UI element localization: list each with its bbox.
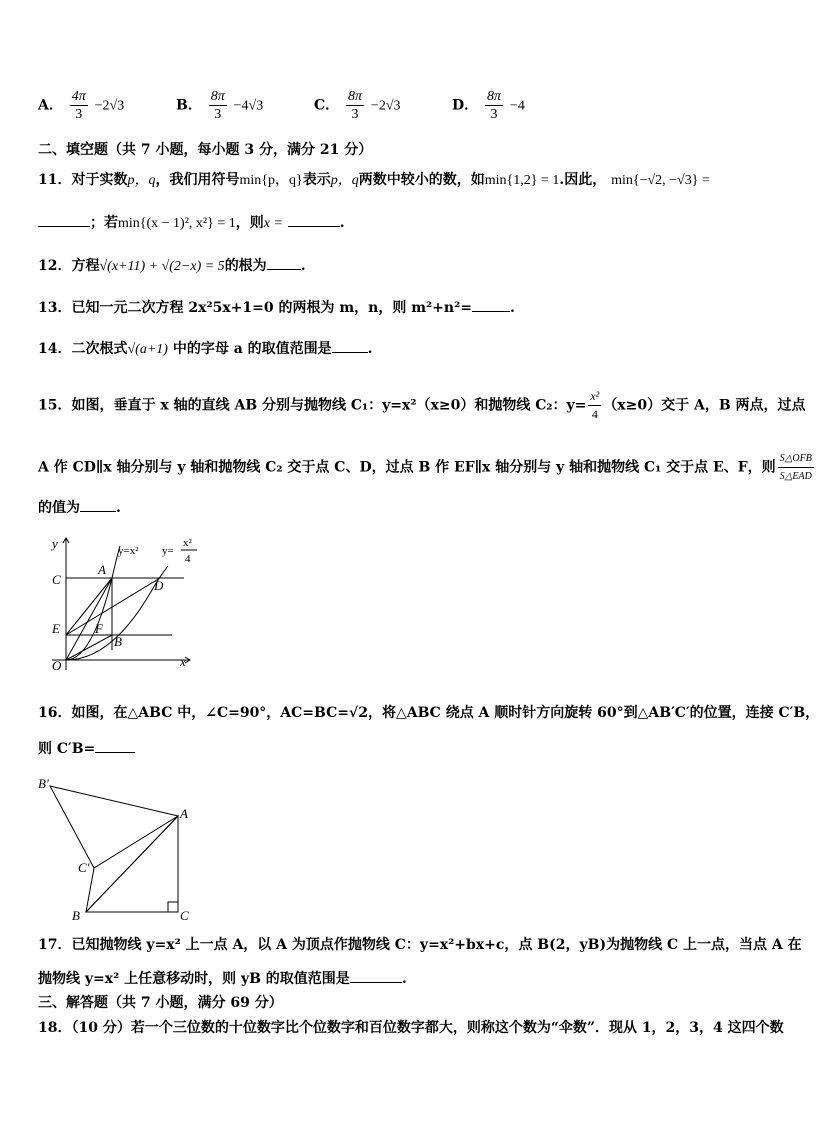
section-heading-fill-in: 二、填空题（共 7 小题，每小题 3 分，满分 21 分） [38, 142, 373, 158]
segment-ea [66, 578, 112, 635]
question-12: 12．方程√(x+11) + √(2−x) = 5的根为 . [38, 255, 306, 277]
label-a: A [180, 806, 188, 821]
label-x: x [180, 654, 186, 669]
label-c: C [180, 908, 189, 923]
question-15-line1: 15．如图，垂直于 x 轴的直线 AB 分别与抛物线 C₁：y=x²（x≥0）和抛物线 C₂：y= $\frac{\text{x²}}{4}$ （x≥0）交于 A，B 两点，过点 [38, 389, 806, 421]
figure-16-rotated-triangle [34, 772, 204, 922]
answer-blank[interactable] [288, 212, 340, 227]
right-angle-marker [168, 902, 178, 912]
label-c: C [52, 572, 61, 587]
question-14: 14．二次根式√(a+1) 中的字母 a 的取值范围是 . [38, 338, 373, 360]
label-b: B [72, 908, 80, 923]
label-c2-prefix: y= [162, 545, 174, 557]
figure-15-parabolas [40, 532, 200, 672]
question-16-line2: 则 C′B= [38, 738, 135, 759]
question-15-line2: A 作 CD∥x 轴分别与 y 轴和抛物线 C₂ 交于点 C、D，过点 B 作 EF∥x 轴分别与 y 轴和抛物线 C₁ 交于点 E、F，则 $\frac{\text{S△OFB}}{\text{S△EAD}}$ [38, 450, 816, 485]
answer-blank[interactable] [472, 297, 510, 312]
question-17-line1: 17．已知抛物线 y=x² 上一点 A，以 A 为顶点作抛物线 C：y=x²+bx+c，点 B(2，yB)为抛物线 C 上一点，当点 A 在 [38, 937, 802, 953]
label-d: D [154, 578, 164, 593]
question-16-line1: 16．如图，在△ABC 中，∠C=90°，AC=BC=√2，将△ABC 绕点 A 顺时针方向旋转 60°到△AB′C′的位置，连接 C′B， [38, 705, 819, 721]
label-c2-den: 4 [185, 553, 191, 565]
option-c: C． $\frac{8\pi}{3}$ −2√3 [314, 89, 401, 122]
answer-blank[interactable] [350, 968, 402, 983]
option-a: A． $\frac{4\pi}{3}$ −2√3 [38, 89, 125, 122]
answer-blank[interactable] [38, 212, 90, 227]
segment-ed [66, 578, 160, 635]
question-17-line2: 抛物线 y=x² 上任意移动时，则 yB 的取值范围是 . [38, 968, 407, 989]
label-c-prime: C′ [78, 860, 90, 875]
label-c1-equation: y=x² [118, 545, 139, 557]
answer-blank[interactable] [267, 255, 301, 270]
question-11-line1: 11．对于实数p，q，我们用符号min{p，q}表示p，q两数中较小的数，如min{1,2} = 1.因此， min{−√2, −√3} = [38, 172, 710, 188]
label-b-prime: B′ [38, 776, 49, 791]
option-b: B． $\frac{8\pi}{3}$ −4√3 [176, 89, 264, 122]
question-15-line3: 的值为 . [38, 497, 121, 518]
question-11-line2: ；若min{(x − 1)², x²} = 1，则x = . [38, 212, 345, 234]
option-d: D． $\frac{8\pi}{3}$ −4 [452, 89, 525, 122]
question-13: 13．已知一元二次方程 2x²5x+1=0 的两根为 m，n，则 m²+n²= . [38, 297, 515, 318]
answer-blank[interactable] [95, 738, 135, 753]
label-y: y [52, 536, 58, 551]
triangle-ab-c [50, 786, 178, 868]
section-heading-answer: 三、解答题（共 7 小题，满分 69 分） [38, 995, 283, 1011]
label-b: B [114, 634, 122, 649]
label-f: F [95, 621, 103, 636]
answer-blank[interactable] [80, 497, 116, 512]
answer-blank[interactable] [332, 338, 368, 353]
label-c2-num: x² [183, 537, 192, 549]
label-e: E [52, 621, 60, 636]
question-18: 18．（10 分）若一个三位数的十位数字比个位数字和百位数字都大，则称这个数为“伞数”．现从 1，2，3，4 这四个数 [38, 1020, 784, 1036]
label-a: A [98, 562, 106, 577]
label-o: O [52, 658, 62, 673]
